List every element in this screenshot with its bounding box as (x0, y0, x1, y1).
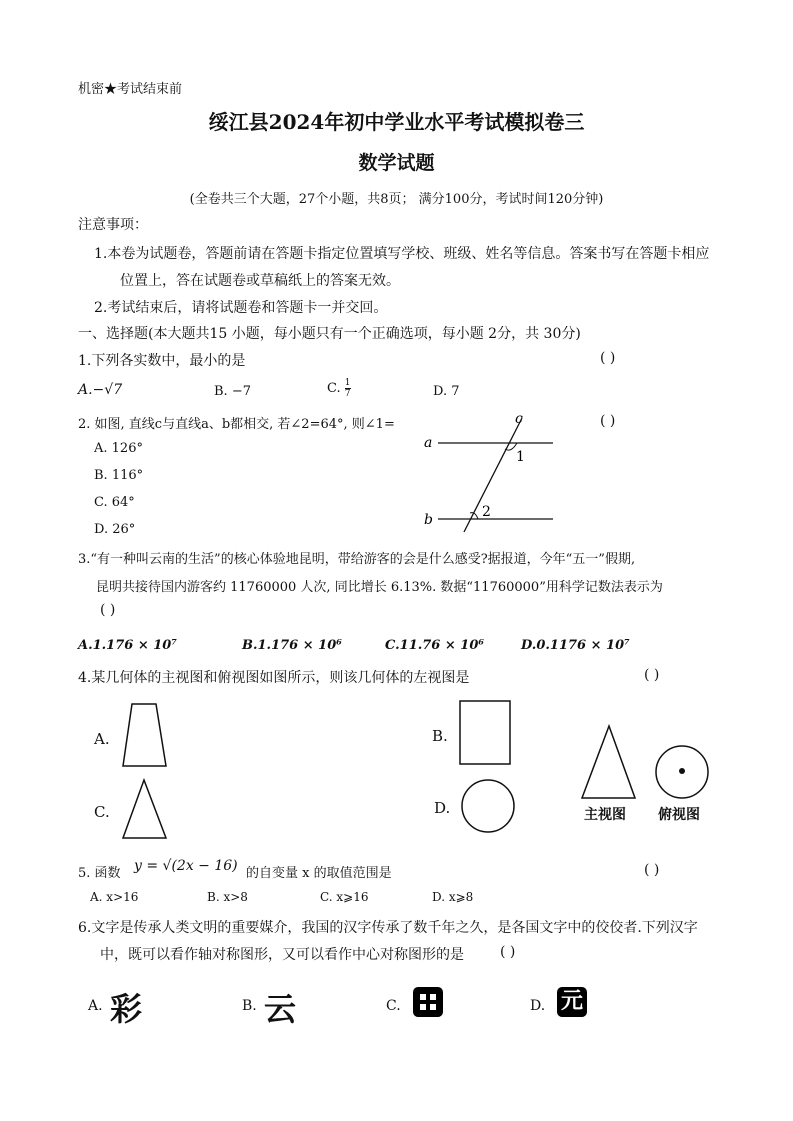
notes-heading: 注意事项： (78, 217, 148, 233)
glyph-yun: 云 (264, 990, 297, 1028)
confidential-label: 机密★考试结束前 (78, 82, 183, 97)
question-3-option-c: C.11.76 × 10⁶ (385, 638, 485, 653)
question-6-line-2: 中，既可以看作轴对称图形，又可以看作中心对称图形的是 (100, 947, 464, 963)
question-3-option-d: D.0.1176 × 10⁷ (521, 638, 630, 653)
exam-subtitle: 数学试题 (358, 152, 435, 174)
section-heading: 一、选择题(本大题共15 小题，每小题只有一个正确选项，每小题 2分，共 30分) (78, 326, 581, 342)
label-angle-2: 2 (482, 504, 491, 520)
question-4-option-d-label: D. (434, 799, 451, 817)
option-c-triangle (120, 778, 168, 840)
question-5-answer-paren: ( ) (644, 862, 660, 878)
front-view-label: 主视图 (584, 807, 626, 823)
label-c: c (515, 411, 523, 427)
glyph-cai: 彩 (110, 990, 143, 1028)
question-6-option-a-label: A. (88, 998, 103, 1014)
exam-info: (全卷共三个大题，27个小题，共8页； 满分100分，考试时间120分钟) (189, 192, 604, 207)
question-2-stem: 2. 如图, 直线c与直线a、b都相交, 若∠2=64°, 则∠1= (78, 417, 395, 432)
option-b-rectangle (458, 700, 512, 766)
exam-title: 绥江县2024年初中学业水平考试模拟卷三 (208, 110, 585, 134)
question-1-option-a: A.−√7 (78, 382, 123, 398)
label-angle-1: 1 (516, 449, 525, 465)
note-1-line-1: 1.本卷为试题卷，答题前请在答题卡指定位置填写学校、班级、姓名等信息。答案书写在答题卡相应 (94, 246, 710, 262)
question-2-option-a: A. 126° (94, 441, 143, 456)
glyph-yuan: 元 (557, 987, 587, 1017)
label-a: a (424, 435, 433, 451)
question-6-line-1: 6.文字是传承人类文明的重要媒介，我国的汉字传承了数千年之久，是各国文字中的佼佼者.下列汉字 (78, 920, 698, 936)
label-b: b (424, 512, 433, 528)
question-6-option-d-label: D. (530, 998, 546, 1014)
question-2-answer-paren: ( ) (600, 413, 616, 429)
question-5-formula: y = √(2x − 16) (134, 858, 238, 874)
question-3-line-2: 昆明共接待国内游客约 11760000 人次, 同比增长 6.13%. 数据“11760000”用科学记数法表示为 (96, 580, 663, 595)
question-5-option-b: B. x>8 (207, 890, 248, 904)
question-3-option-b: B.1.176 × 10⁶ (242, 638, 342, 653)
question-6-option-c-label: C. (386, 998, 401, 1014)
question-5-stem-prefix: 5. 函数 (78, 866, 121, 881)
front-view-triangle (580, 724, 640, 800)
question-6-answer-paren: ( ) (500, 944, 516, 960)
note-2: 2.考试结束后，请将试题卷和答题卡一并交回。 (94, 300, 388, 316)
question-6-option-b-label: B. (242, 998, 257, 1014)
option-d-circle (460, 778, 516, 834)
question-1-option-b: B. −7 (214, 384, 251, 399)
question-4-option-b-label: B. (432, 727, 448, 745)
note-1-line-2: 位置上，答在试题卷或草稿纸上的答案无效。 (120, 273, 400, 289)
fraction-numerator: 1 (344, 378, 351, 388)
question-4-stem: 4.某几何体的主视图和俯视图如图所示，则该几何体的左视图是 (78, 670, 470, 686)
question-4-option-a-label: A. (94, 730, 110, 748)
glyph-tian-grid-icon (412, 986, 444, 1018)
line-c (464, 418, 522, 532)
question-2-option-c: C. 64° (94, 495, 135, 510)
question-3-option-a: A.1.176 × 10⁷ (78, 638, 178, 653)
top-view-circle (654, 744, 712, 802)
question-4-option-c-label: C. (94, 803, 110, 821)
question-5-stem-suffix: 的自变量 x 的取值范围是 (246, 866, 392, 881)
question-5-option-a: A. x>16 (90, 890, 139, 904)
question-1-stem: 1.下列各实数中，最小的是 (78, 353, 246, 369)
question-5-option-c: C. x⩾16 (320, 890, 369, 904)
fraction-denominator: 7 (344, 389, 351, 399)
top-view-label: 俯视图 (658, 807, 700, 823)
question-2-figure (420, 410, 560, 535)
question-1-answer-paren: ( ) (600, 350, 616, 366)
question-3-line-1: 3.“有一种叫云南的生活”的核心体验地昆明，带给游客的会是什么感受?据报道，今年“五一”假期, (78, 552, 636, 567)
question-3-answer-paren: ( ) (100, 602, 116, 618)
question-2-option-d: D. 26° (94, 522, 136, 537)
question-2-option-b: B. 116° (94, 468, 144, 483)
question-1-option-d: D. 7 (433, 384, 460, 399)
question-5-option-d: D. x⩾8 (432, 890, 474, 904)
question-4-answer-paren: ( ) (644, 667, 660, 683)
question-1-option-c (327, 378, 351, 399)
option-c-prefix: C. (327, 381, 341, 396)
option-a-trapezoid (120, 702, 170, 768)
